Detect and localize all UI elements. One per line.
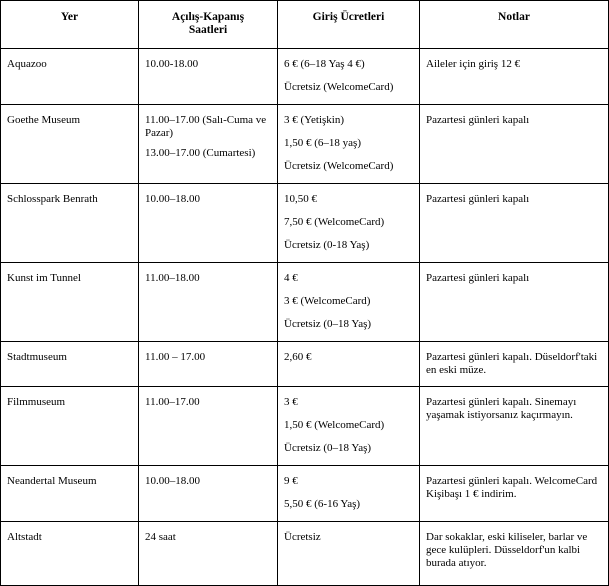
notes-cell	[420, 466, 609, 522]
header-notes: Notlar	[420, 1, 609, 49]
fee-line: 3 € (Yetişkin)	[284, 114, 345, 126]
fee-line: 10,50 €	[284, 193, 317, 205]
hours-cell	[139, 184, 278, 263]
place-name: Goethe Museum	[7, 114, 81, 126]
hours-line: 10.00–18.00	[145, 193, 200, 205]
place-cell	[1, 387, 139, 466]
fee-line: 3 €	[284, 396, 298, 408]
header-place: Yer	[1, 1, 139, 49]
note-text: Pazartesi günleri kapalı. WelcomeCard Kişibaşı 1 € indirim.	[426, 475, 598, 500]
header-fees: Giriş Ücretleri	[278, 1, 420, 49]
table-row	[1, 466, 609, 522]
notes-cell	[420, 387, 609, 466]
fee-line: 5,50 € (6-16 Yaş)	[284, 498, 361, 510]
hours-cell	[139, 522, 278, 586]
table-row	[1, 342, 609, 387]
fees-cell	[278, 263, 420, 342]
note-text: Aileler için giriş 12 €	[426, 58, 521, 70]
notes-cell	[420, 263, 609, 342]
table-row	[1, 49, 609, 105]
place-cell	[1, 263, 139, 342]
hours-line: 10.00–18.00	[145, 475, 200, 487]
fee-line: 9 €	[284, 475, 298, 487]
fees-cell	[278, 522, 420, 586]
notes-cell	[420, 342, 609, 387]
table-row	[1, 105, 609, 184]
hours-cell	[139, 49, 278, 105]
hours-cell	[139, 342, 278, 387]
place-cell	[1, 466, 139, 522]
fee-line: Ücretsiz	[284, 531, 321, 543]
fees-cell	[278, 105, 420, 184]
hours-line: 11.00 – 17.00	[145, 351, 206, 363]
notes-cell	[420, 184, 609, 263]
place-name: Schlosspark Benrath	[7, 193, 98, 205]
header-hours: Açılış-Kapanış Saatleri	[139, 1, 278, 49]
table-row	[1, 522, 609, 586]
fee-line: Ücretsiz (0–18 Yaş)	[284, 442, 372, 454]
note-text: Pazartesi günleri kapalı	[426, 114, 530, 126]
note-text: Pazartesi günleri kapalı. Düseldorf'taki en eski müze.	[426, 351, 598, 376]
place-name: Neandertal Museum	[7, 475, 97, 487]
fees-cell	[278, 466, 420, 522]
place-name: Aquazoo	[7, 58, 47, 70]
hours-cell	[139, 105, 278, 184]
place-cell	[1, 105, 139, 184]
table-row	[1, 387, 609, 466]
table-header-row	[1, 1, 609, 49]
fee-line: 7,50 € (WelcomeCard)	[284, 216, 385, 228]
table-row	[1, 263, 609, 342]
fees-cell	[278, 342, 420, 387]
notes-cell	[420, 522, 609, 586]
table-row	[1, 184, 609, 263]
fees-cell	[278, 387, 420, 466]
fee-line: 1,50 € (6–18 yaş)	[284, 137, 361, 149]
place-name: Altstadt	[7, 531, 42, 543]
fee-line: Ücretsiz (0-18 Yaş)	[284, 239, 370, 251]
hours-line: 10.00-18.00	[145, 58, 199, 70]
fee-line: 1,50 € (WelcomeCard)	[284, 419, 385, 431]
fee-line: 2,60 €	[284, 351, 312, 363]
hours-cell	[139, 466, 278, 522]
hours-cell	[139, 263, 278, 342]
note-text: Pazartesi günleri kapalı. Sinemayı yaşamak istiyorsanız kaçırmayın.	[426, 396, 577, 421]
fee-line: Ücretsiz (WelcomeCard)	[284, 160, 394, 172]
hours-line: 11.00–17.00 (Salı-Cuma ve Pazar)	[145, 114, 267, 139]
hours-line: 11.00–17.00	[145, 396, 200, 408]
hours-cell	[139, 387, 278, 466]
hours-line: 24 saat	[145, 531, 176, 543]
note-text: Dar sokaklar, eski kiliseler, barlar ve gece kulüpleri. Düsseldorf'un kalbi burada atıyor.	[426, 531, 588, 569]
place-cell	[1, 49, 139, 105]
place-name: Filmmuseum	[7, 396, 66, 408]
hours-line: 11.00–18.00	[145, 272, 200, 284]
place-name: Stadtmuseum	[7, 351, 67, 363]
fees-cell	[278, 49, 420, 105]
place-name: Kunst im Tunnel	[7, 272, 81, 284]
fee-line: 4 €	[284, 272, 298, 284]
note-text: Pazartesi günleri kapalı	[426, 193, 530, 205]
notes-cell	[420, 105, 609, 184]
place-cell	[1, 342, 139, 387]
place-cell	[1, 184, 139, 263]
fee-line: 6 € (6–18 Yaş 4 €)	[284, 58, 365, 70]
fee-line: Ücretsiz (0–18 Yaş)	[284, 318, 372, 330]
fee-line: Ücretsiz (WelcomeCard)	[284, 81, 394, 93]
fee-line: 3 € (WelcomeCard)	[284, 295, 371, 307]
notes-cell	[420, 49, 609, 105]
hours-line: 13.00–17.00 (Cumartesi)	[145, 147, 256, 159]
place-cell	[1, 522, 139, 586]
note-text: Pazartesi günleri kapalı	[426, 272, 530, 284]
fees-cell	[278, 184, 420, 263]
